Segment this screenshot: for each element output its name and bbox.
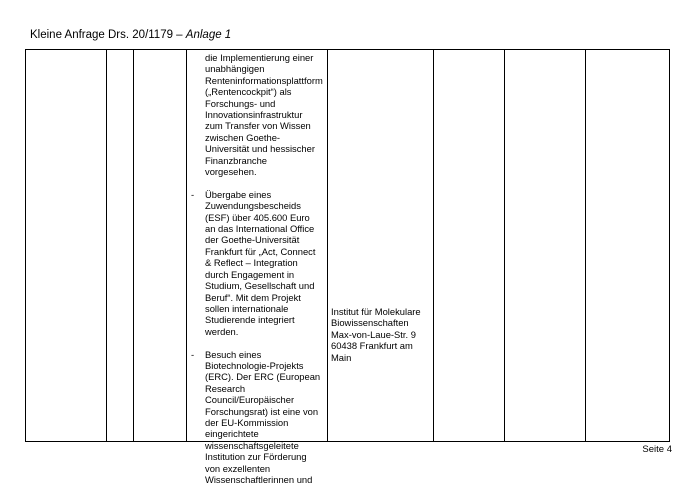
document-header [30,29,231,41]
column-divider [186,50,187,441]
page-number: Seite 4 [642,444,672,455]
list-bullet: - [191,348,195,360]
list-item [191,52,321,177]
list-item-text: die Implementierung einer unabhängigen Renteninformationsplattform („Rentencockpit“) als Forschungs- und Innovationsinfrastruktur zum Transfer von Wissen zwischen Goethe-Universität und hessischer Finanzbranche vorgesehen. [205,52,323,178]
address-line: Max-von-Laue-Str. 9 [331,328,416,340]
address-cell [331,306,431,363]
column-divider [504,50,505,441]
address-line: Main [331,351,352,363]
column-divider [585,50,586,441]
list-bullet: - [191,188,195,200]
list-item [191,349,321,486]
address-line: 60438 Frankfurt am [331,340,413,352]
column-divider [106,50,107,441]
address-line: Institut für Molekulare [331,306,421,317]
header-title: Kleine Anfrage Drs. 20/1179 – [30,29,183,41]
list-item-text: Übergabe eines Zuwendungsbescheids (ESF) über 405.600 Euro an das International Office der Goethe-Universität Frankfurt für „Act, Connect & Reflect – Integration durch Engagement in Studium, Gesellschaft und Beruf“. Mit dem Projekt sollen internationale Studierende integriert werden. [205,188,316,337]
column-divider [433,50,434,441]
address-line: Biowissenschaften [331,317,409,329]
header-annex: Anlage 1 [185,29,232,41]
column-divider [133,50,134,441]
description-cell [191,52,321,485]
list-item-text: Besuch eines Biotechnologie-Projekts (ERC). Der ERC (European Research Council/Europäischer Forschungsrat) ist eine von der EU-Kommission eingerichtete wissenschaftsgeleitete Institution zur Förderung von exzellenten Wissenschaftlerinnen und [205,348,321,485]
column-divider [327,50,328,441]
list-item [191,189,321,337]
